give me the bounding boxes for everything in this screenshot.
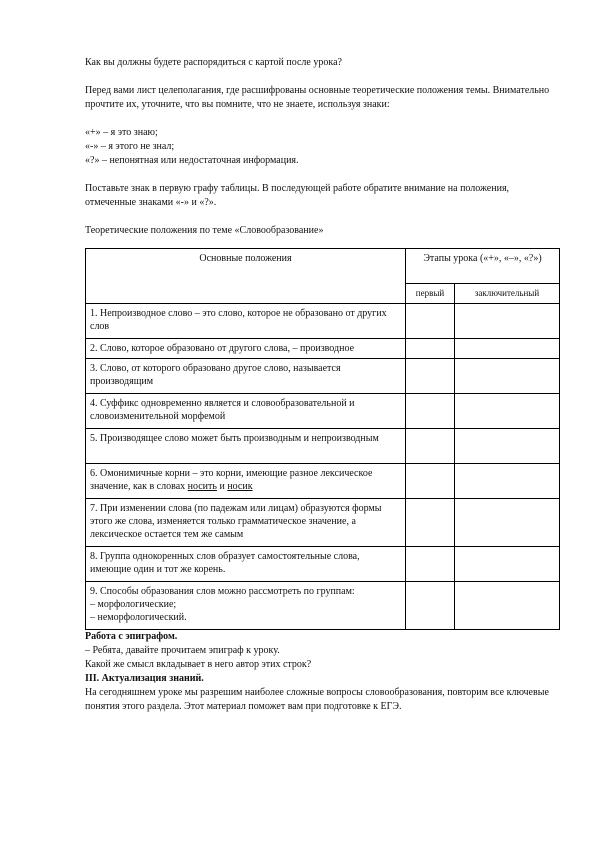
table-row xyxy=(86,582,560,630)
epigraph-heading: Работа с эпиграфом. xyxy=(85,631,178,642)
provision-6-text: 6. Омонимичные корни – это корни, имеющие разное лексическое значение, как в словах xyxy=(90,468,373,492)
goals-table xyxy=(85,248,560,630)
mark-final-cell[interactable] xyxy=(455,394,560,429)
provision-9-item-1: – морфологические; xyxy=(90,599,177,610)
mark-final-cell[interactable] xyxy=(455,582,560,630)
provision-9 xyxy=(86,582,406,630)
example-word-nosik: носик xyxy=(227,481,253,492)
example-word-nosit: носить xyxy=(187,481,217,492)
mark-first-cell[interactable] xyxy=(406,394,455,429)
provision-9-text: 9. Способы образования слов можно рассмотреть по группам: xyxy=(90,586,355,597)
table-row xyxy=(86,394,560,429)
sign-minus: «-» – я этого не знал; xyxy=(85,141,175,152)
provision-9-item-2: – неморфологический. xyxy=(90,612,187,623)
section-heading: III. Актуализация знаний. xyxy=(85,673,204,684)
provision-3: 3. Слово, от которого образовано другое слово, называется производящим xyxy=(86,359,406,394)
table-row xyxy=(86,547,560,582)
table-row xyxy=(86,499,560,547)
header-first: первый xyxy=(406,284,455,304)
table-row xyxy=(86,304,560,339)
mark-first-cell[interactable] xyxy=(406,582,455,630)
mark-first-cell[interactable] xyxy=(406,339,455,359)
table-row xyxy=(86,429,560,464)
provision-2: 2. Слово, которое образовано от другого слова, – производное xyxy=(86,339,406,359)
mark-final-cell[interactable] xyxy=(455,304,560,339)
mark-first-cell[interactable] xyxy=(406,429,455,464)
mark-final-cell[interactable] xyxy=(455,464,560,499)
header-lesson-stages: Этапы урока («+», «–», «?») xyxy=(406,249,560,284)
table-row xyxy=(86,359,560,394)
epigraph-line-2: Какой же смысл вкладывает в него автор этих строк? xyxy=(85,659,312,670)
sign-plus: «+» – я это знаю; xyxy=(85,127,158,138)
mark-final-cell[interactable] xyxy=(455,339,560,359)
mark-first-cell[interactable] xyxy=(406,359,455,394)
header-main-provisions: Основные положения xyxy=(86,249,406,304)
instruction-paragraph: Поставьте знак в первую графу таблицы. В последующей работе обратите внимание на положения, отмеченные знаками «-» и «?». xyxy=(85,183,510,208)
provision-6 xyxy=(86,464,406,499)
header-final: заключительный xyxy=(455,284,560,304)
mark-final-cell[interactable] xyxy=(455,547,560,582)
table-row xyxy=(86,339,560,359)
provision-4: 4. Суффикс одновременно является и словообразовательной и словоизменительной морфемой xyxy=(86,394,406,429)
mark-final-cell[interactable] xyxy=(455,499,560,547)
mark-final-cell[interactable] xyxy=(455,429,560,464)
after-table-section xyxy=(85,630,560,714)
mark-first-cell[interactable] xyxy=(406,464,455,499)
mark-first-cell[interactable] xyxy=(406,499,455,547)
intro-paragraph: Перед вами лист целеполагания, где расшифрованы основные теоретические положения темы. Внимательно прочтите их, уточните, что вы помните, что не знаете, используя знаки: xyxy=(85,85,550,110)
document-page xyxy=(85,56,560,714)
mark-final-cell[interactable] xyxy=(455,359,560,394)
provision-5: 5. Производящее слово может быть производным и непроизводным xyxy=(86,429,406,464)
provision-8: 8. Группа однокоренных слов образует самостоятельные слова, имеющие один и тот же корень. xyxy=(86,547,406,582)
table-title: Теоретические положения по теме «Словообразование» xyxy=(85,225,324,236)
conjunction-and: и xyxy=(216,481,228,492)
sign-question: «?» – непонятная или недостаточная информация. xyxy=(85,155,299,166)
table-row xyxy=(86,464,560,499)
provision-7: 7. При изменении слова (по падежам или лицам) образуются формы этого же слова, изменяется только грамматическое значение, а лексическое остается тем же самым xyxy=(86,499,406,547)
mark-first-cell[interactable] xyxy=(406,304,455,339)
mark-first-cell[interactable] xyxy=(406,547,455,582)
epigraph-line-1: – Ребята, давайте прочитаем эпиграф к уроку. xyxy=(85,645,280,656)
provision-1: 1. Непроизводное слово – это слово, которое не образовано от других слов xyxy=(86,304,406,339)
section-text: На сегодняшнем уроке мы разрешим наиболее сложные вопросы словообразования, повторим все ключевые понятия этого раздела. Этот материал поможет вам при подготовке к ЕГЭ. xyxy=(85,687,549,712)
question-text: Как вы должны будете распорядиться с картой после урока? xyxy=(85,57,342,68)
